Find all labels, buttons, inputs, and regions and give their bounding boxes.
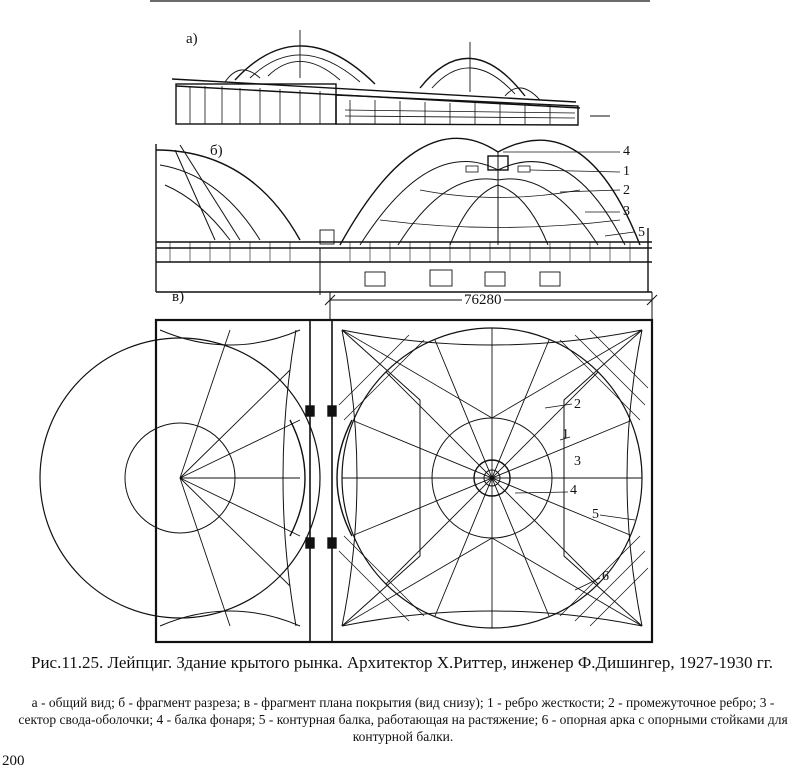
plan-drawing [40,320,652,642]
panel-label-a: а) [186,31,198,47]
figure-caption-legend: а - общий вид; б - фрагмент разреза; в - фрагмент плана покрытия (вид снизу); 1 - ребро жесткости; 2 - промежуточное ребро; 3 - сектор свода-оболочки; 4 - балка фонаря; 5 - контурная балка, работающая на растяжение; 6 - опорная арка с опорными стойками для контурной балки. [18,695,788,744]
dimension-76280: 76280 [464,292,502,308]
plan-callout-6: 6 [602,569,609,584]
section-drawing [156,138,652,295]
plan-callout-5: 5 [592,507,599,522]
section-callout-3: 3 [623,204,630,219]
plan-callout-4: 4 [570,483,577,498]
section-callout-5: 5 [638,225,645,240]
figure-caption-title: Рис.11.25. Лейпциг. Здание крытого рынка. Архитектор Х.Риттер, инженер Ф.Дишингер, 1927-1930 гг. [30,653,774,672]
section-callout-2: 2 [623,183,630,198]
panel-label-b: б) [210,143,223,159]
panel-label-v: в) [172,289,185,305]
plan-callout-1: 1 [562,427,569,442]
plan-callout-3: 3 [574,454,581,469]
section-callout-1: 1 [623,164,630,179]
plan-callout-2: 2 [574,397,581,412]
page-number: 200 [2,753,25,769]
general-view-drawing [150,1,650,125]
section-callout-4: 4 [623,144,630,159]
